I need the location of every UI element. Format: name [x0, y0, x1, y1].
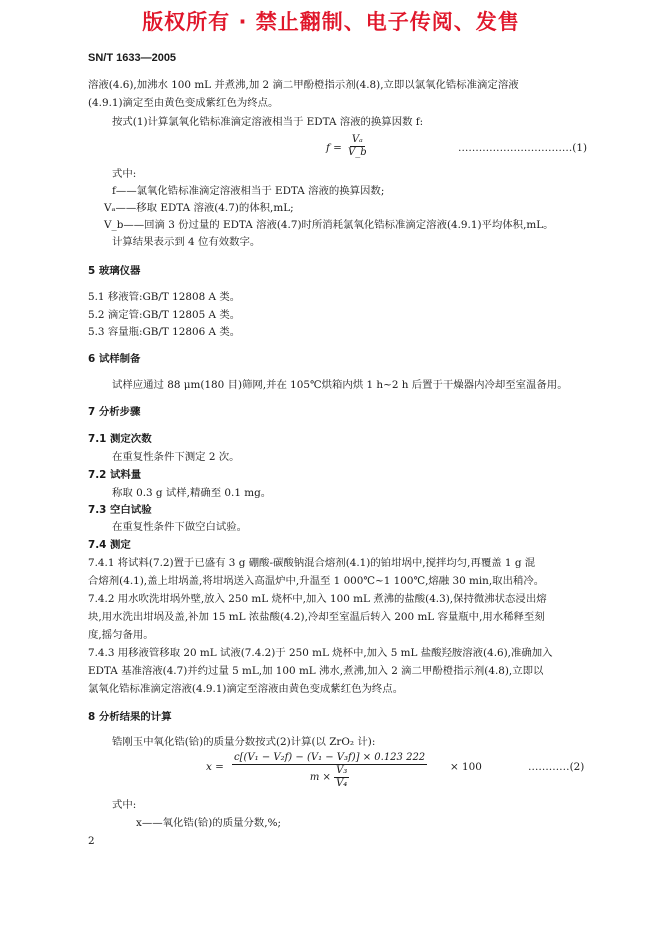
para-line: 在重复性条件下做空白试验。: [112, 521, 248, 533]
formula-2-denominator: [308, 765, 351, 790]
formula-2-denominator-m: m ×: [309, 772, 331, 783]
para-line: 锆刚玉中氧化锆(铪)的质量分数按式(2)计算(以 ZrO₂ 计):: [112, 736, 376, 748]
para-line: 氯氧化锆标准滴定溶液(4.9.1)滴定至溶液由黄色变成紫红色为终点。: [88, 683, 404, 695]
para-line: EDTA 基准溶液(4.7)并约过量 5 mL,加 100 mL 沸水,煮沸,加入 2 滴二甲酚橙指示剂(4.8),立即以: [88, 665, 544, 677]
formula-2-tail: × 100: [450, 761, 482, 773]
para-line: 7.4.3 用移液管移取 20 mL 试液(7.4.2)于 250 mL 烧杯中,加入 5 mL 盐酸羟胺溶液(4.6),准确加入: [88, 647, 553, 659]
definition-f: f——氯氧化锆标准滴定溶液相当于 EDTA 溶液的换算因数;: [112, 185, 385, 197]
list-item: 5.2 滴定管:GB/T 12805 A 类。: [88, 309, 241, 321]
para-line: 块,用水洗出坩埚及盖,补加 15 mL 浓盐酸(4.2),冷却至室温后转入 200 mL 容量瓶中,用水稀释至刻: [88, 611, 545, 623]
para-line: 在重复性条件下测定 2 次。: [112, 451, 240, 463]
para-line: 7.4.1 将试料(7.2)置于已盛有 3 g 硼酸-碳酸钠混合熔剂(4.1)的铂坩埚中,搅拌均匀,再覆盖 1 g 混: [88, 557, 536, 569]
section-8-heading: 8 分析结果的计算: [88, 711, 172, 723]
formula-1-lhs: f =: [326, 142, 342, 154]
para-line: 按式(1)计算氯氧化锆标准滴定溶液相当于 EDTA 溶液的换算因数 f:: [112, 116, 424, 128]
formula-1-denominator: V_b: [348, 147, 367, 158]
subsection-heading: 7.4 测定: [88, 539, 131, 551]
para-line: 度,摇匀备用。: [88, 629, 154, 641]
list-item: 5.3 容量瓶:GB/T 12806 A 类。: [88, 326, 241, 338]
where-label: 式中:: [112, 799, 137, 811]
subsection-heading: 7.2 试料量: [88, 469, 142, 481]
formula-2-v4: V₄: [336, 778, 348, 789]
definition-va: Vₐ——移取 EDTA 溶液(4.7)的体积,mL;: [104, 202, 294, 214]
definition-x: x——氧化锆(铪)的质量分数,%;: [136, 817, 281, 829]
formula-1-numerator: Vₐ: [351, 134, 363, 145]
formula-1-fraction: [346, 134, 369, 159]
copyright-banner: 版权所有 · 禁止翻制、电子传阅、发售: [142, 10, 520, 34]
para-line: 7.4.2 用水吹洗坩埚外壁,放入 250 mL 烧杯中,加入 100 mL 煮沸的盐酸(4.3),保持微沸状态浸出熔: [88, 593, 547, 605]
list-item: 5.1 移液管:GB/T 12808 A 类。: [88, 291, 241, 303]
para-line: 称取 0.3 g 试样,精确至 0.1 mg。: [112, 487, 272, 499]
para-line: (4.9.1)滴定至由黄色变成紫红色为终点。: [88, 97, 279, 109]
page-number: 2: [88, 835, 95, 847]
formula-2-lhs: x =: [206, 761, 224, 773]
formula-2-numerator: c[(V₁ − V₂f) − (V₁ − V₃f)] × 0.123 222: [234, 752, 426, 763]
formula-2-v3: V₃: [336, 765, 348, 776]
para-line: 溶液(4.6),加沸水 100 mL 并煮沸,加 2 滴二甲酚橙指示剂(4.8),立即以氯氧化锆标准滴定溶液: [88, 79, 519, 91]
section-6-heading: 6 试样制备: [88, 353, 141, 365]
section-5-heading: 5 玻璃仪器: [88, 265, 141, 277]
where-label: 式中:: [112, 168, 137, 180]
subsection-heading: 7.3 空白试验: [88, 504, 152, 516]
para-line: 计算结果表示到 4 位有效数字。: [112, 236, 261, 248]
formula-2-fraction: [232, 752, 427, 790]
para-line: 试样应通过 88 μm(180 目)筛网,并在 105℃烘箱内烘 1 h~2 h 后置于干燥器内冷却至室温备用。: [112, 379, 568, 391]
section-7-heading: 7 分析步骤: [88, 406, 141, 418]
standard-number: SN/T 1633—2005: [88, 52, 177, 64]
formula-2-number: …………(2): [528, 761, 585, 773]
formula-1-number: ……………………………(1): [458, 142, 588, 154]
para-line: 合熔剂(4.1),盖上坩埚盖,将坩埚送入高温炉中,升温至 1 000℃~1 100℃,熔融 30 min,取出稍冷。: [88, 575, 545, 587]
definition-vb: V_b——回滴 3 份过量的 EDTA 溶液(4.7)时所消耗氯氧化锆标准滴定溶液(4.9.1)平均体积,mL。: [104, 219, 554, 231]
subsection-heading: 7.1 测定次数: [88, 433, 152, 445]
